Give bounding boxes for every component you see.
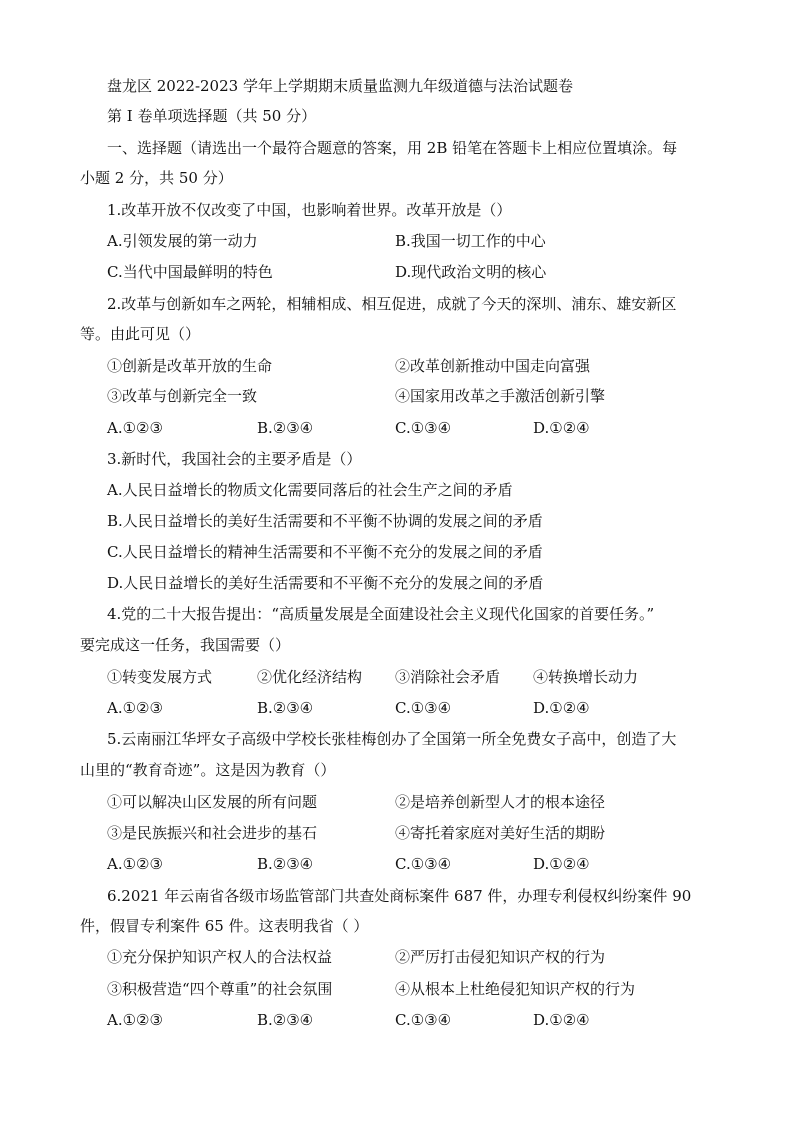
- q5-item-1: ①可以解决山区发展的所有问题: [107, 793, 318, 811]
- q3-option-c: C.人民日益增长的精神生活需要和不平衡不充分的发展之间的矛盾: [107, 543, 543, 561]
- q5-choice-d: D.①②④: [533, 855, 590, 873]
- question-2-stem-cont: 等。由此可见（）: [80, 325, 201, 343]
- q5-choice-c: C.①③④: [395, 855, 452, 873]
- q6-item-1: ①充分保护知识产权人的合法权益: [107, 948, 333, 966]
- section-instruction-cont: 小题 2 分，共 50 分）: [80, 169, 233, 187]
- q6-choice-a: A.①②③: [107, 1011, 163, 1029]
- q1-option-d: D.现代政治文明的核心: [395, 263, 547, 281]
- q3-option-d: D.人民日益增长的美好生活需要和不平衡不充分的发展之间的矛盾: [107, 574, 544, 592]
- q2-choice-b: B.②③④: [257, 419, 314, 437]
- q1-option-b: B.我国一切工作的中心: [395, 232, 546, 250]
- q5-item-3: ③是民族振兴和社会进步的基石: [107, 824, 318, 842]
- question-5-stem-cont: 山里的“教育奇迹”。这是因为教育（）: [80, 761, 336, 779]
- section-instruction: 一、选择题（请选出一个最符合题意的答案，用 2B 铅笔在答题卡上相应位置填涂。每: [107, 139, 678, 157]
- question-6-stem-cont: 件，假冒专利案件 65 件。这表明我省（ ）: [80, 917, 369, 935]
- q2-item-3: ③改革与创新完全一致: [107, 387, 258, 405]
- q6-item-4: ④从根本上杜绝侵犯知识产权的行为: [395, 980, 636, 998]
- q5-item-2: ②是培养创新型人才的根本途径: [395, 793, 606, 811]
- q1-option-c: C.当代中国最鲜明的特色: [107, 263, 273, 281]
- q4-choice-d: D.①②④: [533, 699, 590, 717]
- q4-item-4: ④转换增长动力: [533, 668, 639, 686]
- question-6-stem: 6.2021 年云南省各级市场监管部门共查处商标案件 687 件，办理专利侵权纠纷案件 90: [107, 887, 692, 905]
- q2-choice-a: A.①②③: [107, 419, 163, 437]
- q4-item-1: ①转变发展方式: [107, 668, 213, 686]
- part-heading: 第 I 卷单项选择题（共 50 分）: [107, 107, 317, 125]
- q2-item-2: ②改革创新推动中国走向富强: [395, 357, 591, 375]
- q6-choice-d: D.①②④: [533, 1011, 590, 1029]
- question-3-stem: 3.新时代，我国社会的主要矛盾是（）: [107, 450, 362, 468]
- q5-choice-b: B.②③④: [257, 855, 314, 873]
- q6-choice-c: C.①③④: [395, 1011, 452, 1029]
- q1-option-a: A.引领发展的第一动力: [107, 232, 258, 250]
- q6-item-2: ②严厉打击侵犯知识产权的行为: [395, 948, 606, 966]
- exam-title: 盘龙区 2022-2023 学年上学期期末质量监测九年级道德与法治试题卷: [107, 77, 573, 95]
- q4-item-2: ②优化经济结构: [257, 668, 363, 686]
- q4-choice-c: C.①③④: [395, 699, 452, 717]
- q4-choice-b: B.②③④: [257, 699, 314, 717]
- q2-choice-d: D.①②④: [533, 419, 590, 437]
- question-1-stem: 1.改革开放不仅改变了中国，也影响着世界。改革开放是（）: [107, 201, 512, 219]
- q5-choice-a: A.①②③: [107, 855, 163, 873]
- q6-choice-b: B.②③④: [257, 1011, 314, 1029]
- q4-item-3: ③消除社会矛盾: [395, 668, 501, 686]
- q3-option-b: B.人民日益增长的美好生活需要和不平衡不协调的发展之间的矛盾: [107, 512, 543, 530]
- q6-item-3: ③积极营造“四个尊重”的社会氛围: [107, 980, 333, 998]
- question-5-stem: 5.云南丽江华坪女子高级中学校长张桂梅创办了全国第一所全免费女子高中，创造了大: [107, 730, 677, 748]
- q5-item-4: ④寄托着家庭对美好生活的期盼: [395, 824, 606, 842]
- q2-choice-c: C.①③④: [395, 419, 452, 437]
- q2-item-1: ①创新是改革开放的生命: [107, 357, 273, 375]
- question-4-stem-cont: 要完成这一任务，我国需要（）: [80, 636, 291, 654]
- q2-item-4: ④国家用改革之手激活创新引擎: [395, 387, 606, 405]
- question-2-stem: 2.改革与创新如车之两轮，相辅相成、相互促进，成就了今天的深圳、浦东、雄安新区: [107, 295, 677, 313]
- q3-option-a: A.人民日益增长的物质文化需要同落后的社会生产之间的矛盾: [107, 481, 513, 499]
- question-4-stem: 4.党的二十大报告提出：“高质量发展是全面建设社会主义现代化国家的首要任务。”: [107, 605, 655, 623]
- q4-choice-a: A.①②③: [107, 699, 163, 717]
